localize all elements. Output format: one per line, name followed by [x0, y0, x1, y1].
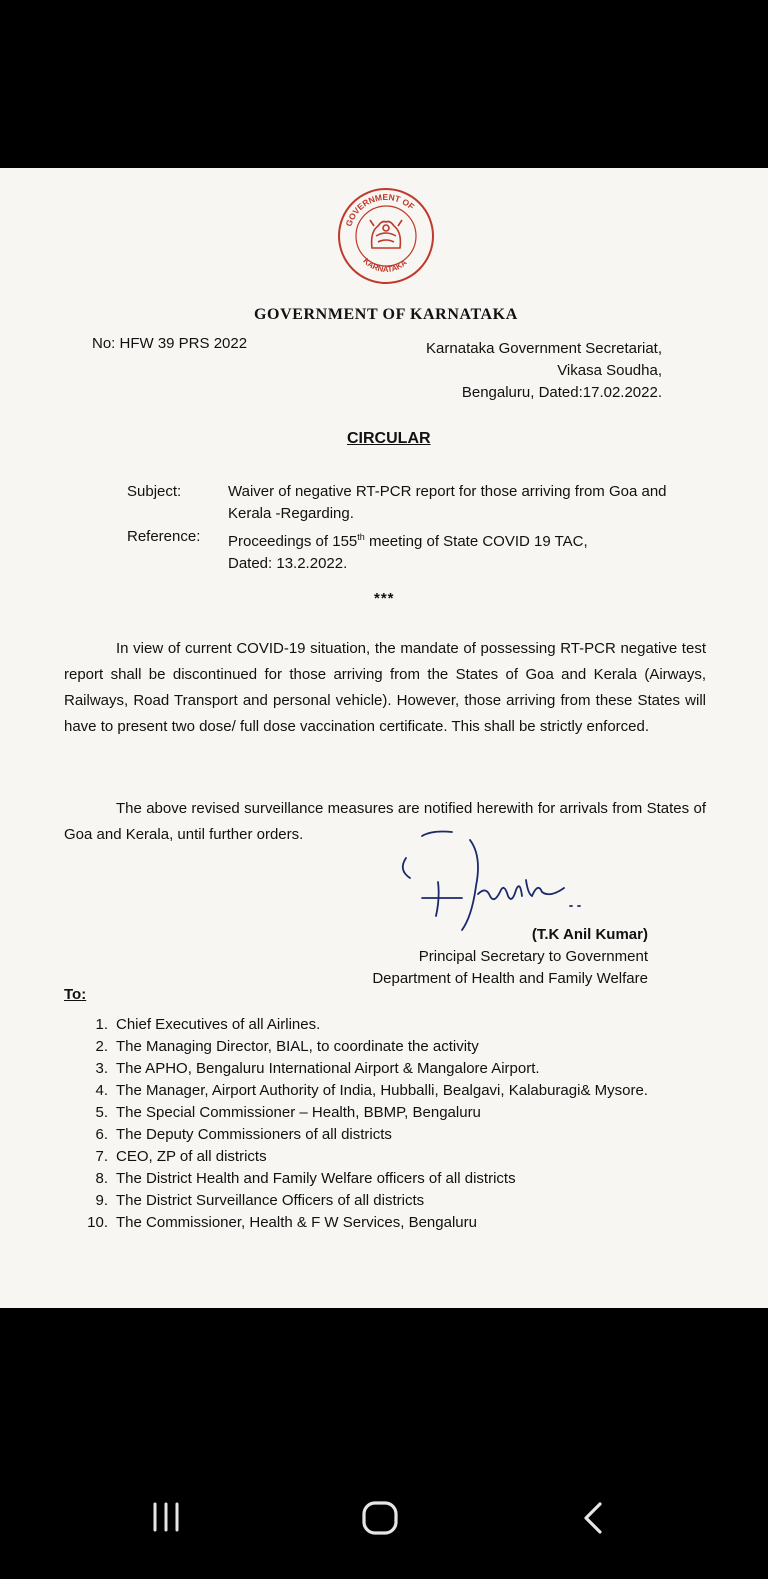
list-item: [82, 1058, 722, 1080]
list-item: [82, 1102, 722, 1124]
subject-label: Subject:: [127, 483, 182, 500]
address-line: Karnataka Government Secretariat,: [426, 340, 662, 357]
list-text: The Special Commissioner – Health, BBMP, Bengaluru: [116, 1104, 481, 1121]
reference-text-end: meeting of State COVID 19 TAC,: [364, 533, 588, 550]
list-item: [82, 1014, 722, 1036]
circular-heading: CIRCULAR: [347, 430, 431, 447]
karnataka-seal-icon: [336, 186, 436, 286]
separator: ***: [374, 590, 395, 607]
reference-text-start: Proceedings of 155: [228, 533, 358, 550]
list-item: [82, 1124, 722, 1146]
paragraph-2-text: The above revised surveillance measures are notified herewith for arrivals from States of Goa and Kerala, until further orders.: [64, 800, 706, 843]
body-paragraph-2: [64, 796, 706, 848]
svg-text:KARNATAKA: KARNATAKA: [361, 256, 409, 275]
circular-document: [0, 168, 768, 1308]
reference-date: Dated: 13.2.2022.: [228, 555, 348, 572]
home-icon[interactable]: [361, 1500, 399, 1536]
list-item: [82, 1212, 722, 1234]
list-number: 10.: [87, 1214, 108, 1231]
signatory-name: (T.K Anil Kumar): [531, 926, 648, 943]
ordinal-suffix: th: [357, 532, 365, 542]
list-number: 7.: [95, 1148, 108, 1165]
list-number: 5.: [95, 1104, 108, 1121]
body-paragraph-1: [64, 636, 706, 740]
recipients-list: [82, 1014, 722, 1234]
list-text: The Manager, Airport Authority of India, Hubballi, Bealgavi, Kalaburagi& Mysore.: [116, 1082, 648, 1099]
list-item: [82, 1036, 722, 1058]
subject-text: Waiver of negative RT-PCR report for those arriving from Goa and Kerala -Regarding.: [228, 483, 667, 522]
list-item: [82, 1168, 722, 1190]
reference-text: [228, 526, 668, 575]
signature-icon: [392, 826, 592, 936]
list-number: 8.: [95, 1170, 108, 1187]
back-icon[interactable]: [580, 1500, 606, 1536]
signatory-designation: Principal Secretary to Government: [418, 948, 648, 965]
office-address: [400, 338, 662, 404]
list-number: 9.: [95, 1192, 108, 1209]
list-number: 4.: [95, 1082, 108, 1099]
list-text: Chief Executives of all Airlines.: [116, 1016, 321, 1033]
list-text: The Commissioner, Health & F W Services, Bengaluru: [116, 1214, 477, 1231]
government-title: GOVERNMENT OF KARNATAKA: [254, 306, 518, 323]
list-item: [82, 1146, 722, 1168]
list-item: [82, 1080, 722, 1102]
list-text: The APHO, Bengaluru International Airport & Mangalore Airport.: [116, 1060, 540, 1077]
system-navigation-bar: [0, 1308, 768, 1579]
signatory-department: Department of Health and Family Welfare: [372, 970, 648, 987]
list-text: The District Health and Family Welfare officers of all districts: [116, 1170, 516, 1187]
list-number: 6.: [95, 1126, 108, 1143]
list-number: 1.: [95, 1016, 108, 1033]
list-text: The Managing Director, BIAL, to coordinate the activity: [116, 1038, 479, 1055]
list-text: The Deputy Commissioners of all districts: [116, 1126, 392, 1143]
address-line: Vikasa Soudha,: [557, 362, 662, 379]
list-number: 3.: [95, 1060, 108, 1077]
reference-label: Reference:: [127, 528, 201, 545]
signature-block: [318, 924, 648, 990]
address-date-line: Bengaluru, Dated:17.02.2022.: [461, 384, 662, 401]
paragraph-1-text: In view of current COVID-19 situation, the mandate of possessing RT-PCR negative test report shall be discontinued for those arriving from the States of Goa and Kerala (Airways, Railways, Road Transport and personal vehicle). However, those arriving from these States will have to present two dose/ full dose vaccination certificate. This shall be strictly enforced.: [64, 640, 706, 735]
circular-number: No: HFW 39 PRS 2022: [92, 335, 248, 352]
list-text: The District Surveillance Officers of all districts: [116, 1192, 425, 1209]
list-text: CEO, ZP of all districts: [116, 1148, 267, 1165]
list-number: 2.: [95, 1038, 108, 1055]
svg-text:GOVERNMENT OF: GOVERNMENT OF: [343, 191, 417, 228]
list-item: [82, 1190, 722, 1212]
recipients-label: To:: [64, 986, 87, 1003]
recent-apps-icon[interactable]: [149, 1500, 183, 1534]
